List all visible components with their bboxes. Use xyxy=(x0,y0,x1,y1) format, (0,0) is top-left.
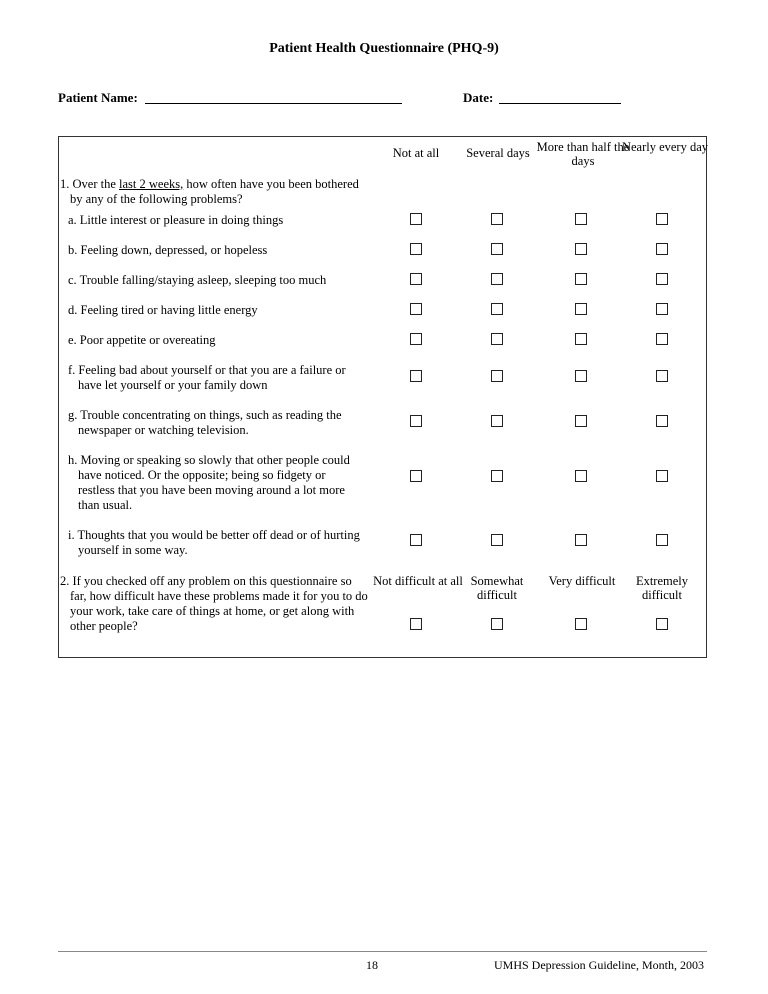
checkbox-trouble-concentrating-not-at-all[interactable] xyxy=(410,415,422,427)
checkbox-feeling-down-several-days[interactable] xyxy=(491,243,503,255)
item-little-interest xyxy=(68,213,368,228)
checkbox-poor-appetite-not-at-all[interactable] xyxy=(410,333,422,345)
item-text-line: f. Feeling bad about yourself or that you are a failure or xyxy=(68,363,346,377)
col-header-very-difficult: Very difficult xyxy=(548,574,616,588)
checkbox-not-difficult[interactable] xyxy=(410,618,422,630)
item-trouble-sleeping xyxy=(68,273,368,288)
checkbox-trouble-concentrating-more-than-half[interactable] xyxy=(575,415,587,427)
checkbox-poor-appetite-more-than-half[interactable] xyxy=(575,333,587,345)
checkbox-feeling-bad-not-at-all[interactable] xyxy=(410,370,422,382)
item-text-line: have noticed. Or the opposite; being so fidgety or xyxy=(78,468,326,482)
item-text-line: i. Thoughts that you would be better off dead or of hurting xyxy=(68,528,360,542)
checkbox-poor-appetite-several-days[interactable] xyxy=(491,333,503,345)
checkbox-feeling-tired-more-than-half[interactable] xyxy=(575,303,587,315)
item-text-line: c. Trouble falling/staying asleep, sleeping too much xyxy=(68,273,327,287)
checkbox-moving-slowly-more-than-half[interactable] xyxy=(575,470,587,482)
checkbox-thoughts-of-harm-more-than-half[interactable] xyxy=(575,534,587,546)
checkbox-trouble-concentrating-nearly-every-day[interactable] xyxy=(656,415,668,427)
item-text-line: d. Feeling tired or having little energy xyxy=(68,303,258,317)
item-text-line: yourself in some way. xyxy=(78,543,188,557)
checkbox-poor-appetite-nearly-every-day[interactable] xyxy=(656,333,668,345)
col-header-extremely-difficult: Extremely difficult xyxy=(635,574,689,602)
item-text-line: e. Poor appetite or overeating xyxy=(68,333,216,347)
checkbox-thoughts-of-harm-not-at-all[interactable] xyxy=(410,534,422,546)
col-header-several-days: Several days xyxy=(466,146,530,160)
checkbox-little-interest-nearly-every-day[interactable] xyxy=(656,213,668,225)
page-number: 18 xyxy=(366,958,378,972)
item-thoughts-of-harm xyxy=(68,528,368,558)
item-feeling-bad xyxy=(68,363,368,393)
checkbox-feeling-bad-more-than-half[interactable] xyxy=(575,370,587,382)
item-feeling-down xyxy=(68,243,368,258)
col-header-somewhat-difficult: Somewhat difficult xyxy=(470,574,524,602)
checkbox-trouble-sleeping-more-than-half[interactable] xyxy=(575,273,587,285)
checkbox-little-interest-not-at-all[interactable] xyxy=(410,213,422,225)
date-label: Date: xyxy=(463,90,494,105)
item-trouble-concentrating xyxy=(68,408,368,438)
date-field[interactable] xyxy=(499,103,621,104)
item-moving-slowly xyxy=(68,453,368,513)
checkbox-feeling-bad-several-days[interactable] xyxy=(491,370,503,382)
checkbox-moving-slowly-nearly-every-day[interactable] xyxy=(656,470,668,482)
item-text-line: h. Moving or speaking so slowly that other people could xyxy=(68,453,350,467)
checkbox-trouble-sleeping-nearly-every-day[interactable] xyxy=(656,273,668,285)
checkbox-moving-slowly-several-days[interactable] xyxy=(491,470,503,482)
checkbox-thoughts-of-harm-several-days[interactable] xyxy=(491,534,503,546)
checkbox-feeling-tired-several-days[interactable] xyxy=(491,303,503,315)
patient-name-label: Patient Name: xyxy=(58,90,138,105)
checkbox-trouble-sleeping-several-days[interactable] xyxy=(491,273,503,285)
checkbox-trouble-sleeping-not-at-all[interactable] xyxy=(410,273,422,285)
col-header-not-difficult: Not difficult at all xyxy=(373,574,463,588)
checkbox-feeling-down-more-than-half[interactable] xyxy=(575,243,587,255)
q1-emphasis: last 2 weeks, xyxy=(119,177,184,191)
footer-text: UMHS Depression Guideline, Month, 2003 xyxy=(494,958,704,972)
checkbox-very-difficult[interactable] xyxy=(575,618,587,630)
checkbox-little-interest-more-than-half[interactable] xyxy=(575,213,587,225)
footer-divider xyxy=(58,951,707,952)
checkbox-trouble-concentrating-several-days[interactable] xyxy=(491,415,503,427)
checkbox-feeling-down-not-at-all[interactable] xyxy=(410,243,422,255)
item-poor-appetite xyxy=(68,333,368,348)
checkbox-thoughts-of-harm-nearly-every-day[interactable] xyxy=(656,534,668,546)
item-text-line: restless that you have been moving around a lot more xyxy=(78,483,345,497)
col-header-nearly-every-day: Nearly every day xyxy=(621,140,709,154)
col-header-more-than-half: More than half the days xyxy=(536,140,630,168)
item-text-line: g. Trouble concentrating on things, such as reading the xyxy=(68,408,342,422)
checkbox-extremely-difficult[interactable] xyxy=(656,618,668,630)
checkbox-feeling-down-nearly-every-day[interactable] xyxy=(656,243,668,255)
item-text-line: a. Little interest or pleasure in doing things xyxy=(68,213,284,227)
question-2: 2. If you checked off any problem on this questionnaire so far, how difficult have these problems made it for you to do your work, take care of things at home, or get along with other people? xyxy=(60,574,368,633)
page-title: Patient Health Questionnaire (PHQ-9) xyxy=(269,41,499,56)
checkbox-little-interest-several-days[interactable] xyxy=(491,213,503,225)
checkbox-feeling-tired-not-at-all[interactable] xyxy=(410,303,422,315)
item-text-line: have let yourself or your family down xyxy=(78,378,268,392)
item-feeling-tired xyxy=(68,303,368,318)
checkbox-feeling-tired-nearly-every-day[interactable] xyxy=(656,303,668,315)
item-text-line: newspaper or watching television. xyxy=(78,423,249,437)
checkbox-somewhat-difficult[interactable] xyxy=(491,618,503,630)
checkbox-feeling-bad-nearly-every-day[interactable] xyxy=(656,370,668,382)
checkbox-moving-slowly-not-at-all[interactable] xyxy=(410,470,422,482)
item-text-line: b. Feeling down, depressed, or hopeless xyxy=(68,243,268,257)
question-1: 1. Over the last 2 weeks, how often have you been bothered by any of the following problems? xyxy=(60,177,359,206)
patient-name-field[interactable] xyxy=(145,103,402,104)
item-text-line: than usual. xyxy=(78,498,133,512)
col-header-not-at-all: Not at all xyxy=(392,146,440,160)
